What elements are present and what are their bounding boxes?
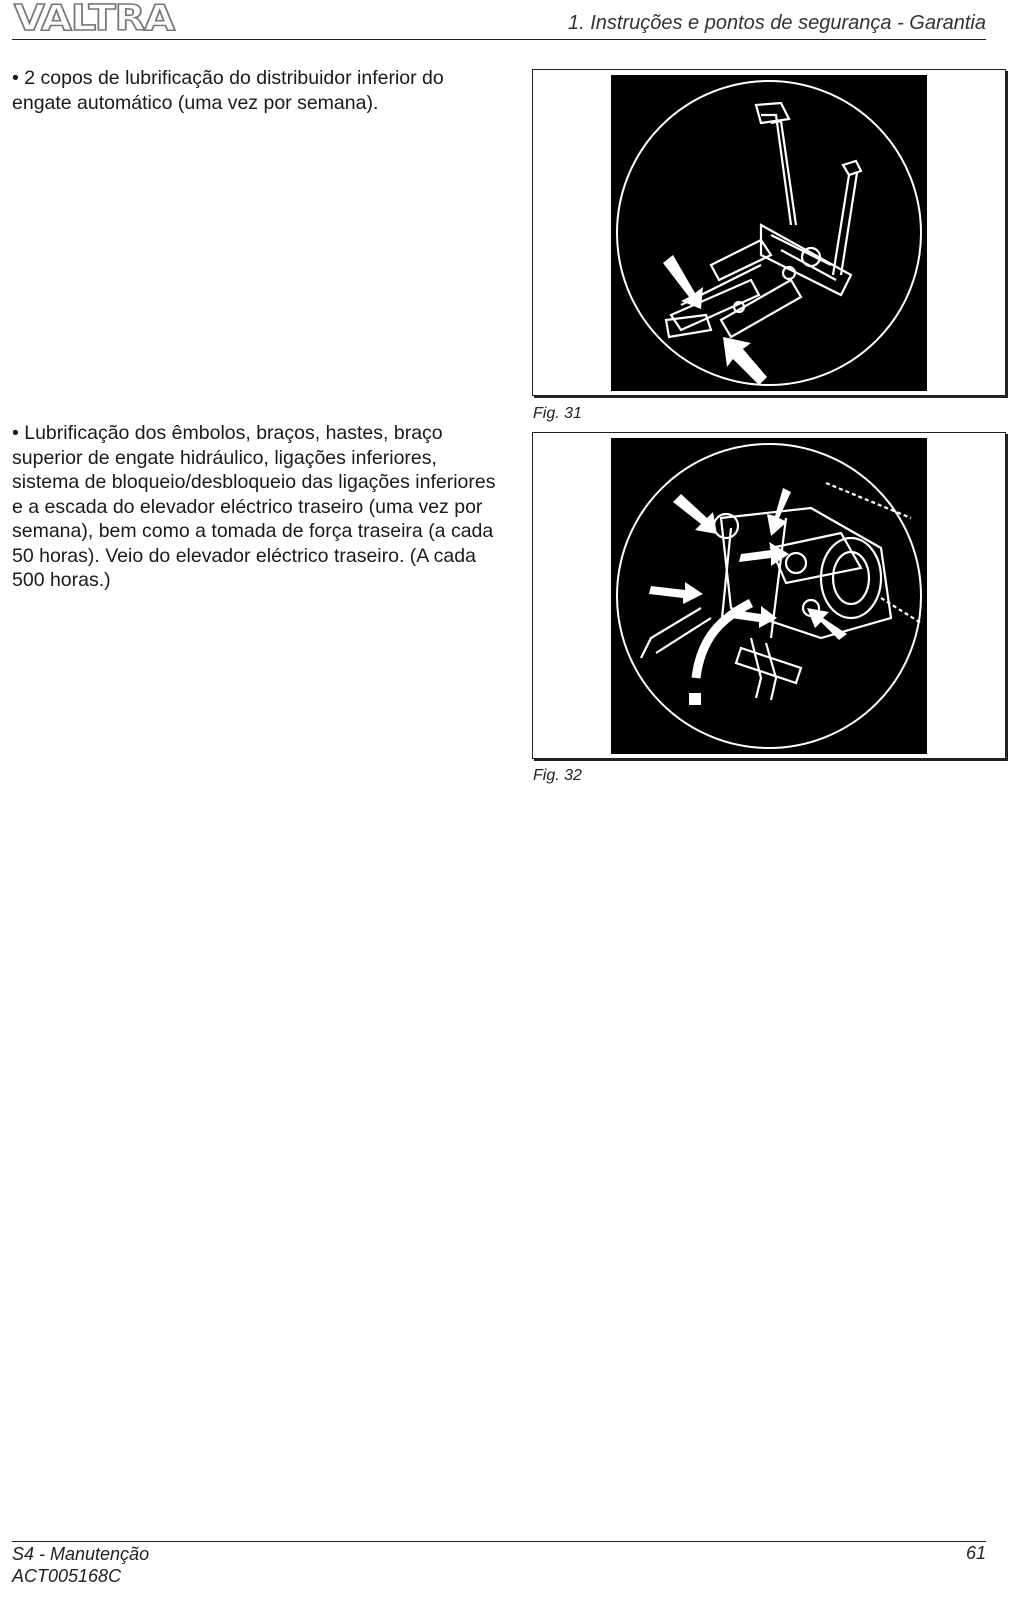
figure-32-image: [611, 438, 927, 754]
section-title: 1. Instruções e pontos de segurança - Garantia: [567, 12, 986, 34]
figure-31-frame: [533, 70, 1005, 395]
footer-divider: [12, 1541, 986, 1542]
footer-info: [12, 1543, 149, 1587]
valtra-logo: [12, 0, 176, 34]
manual-section: S4 - Manutenção: [12, 1544, 150, 1564]
figure-31-caption: Fig. 31: [533, 405, 582, 422]
instruction-item-lubrication-cups: • 2 copos de lubrificação do distribuidor inferior do engate automático (uma vez por semana).: [12, 67, 444, 114]
header-divider: [12, 39, 986, 40]
figure-32-frame: [533, 433, 1005, 758]
figure-31-image: [611, 75, 927, 391]
document-code: ACT005168C: [12, 1566, 122, 1586]
page-number: 61: [965, 1543, 986, 1563]
figure-32-caption: Fig. 32: [533, 767, 582, 784]
svg-text:VALTRA: VALTRA: [14, 0, 176, 34]
instruction-item-lubrication-linkage: • Lubrificação dos êmbolos, braços, hastes, braço superior de engate hidráulico, ligações inferiores, sistema de bloqueio/desbloqueio das ligações inferiores e a escada do elevador eléctrico traseiro (uma vez por semana), bem como a tomada de força traseira (a cada 50 horas). Veio do elevador eléctrico traseiro. (A cada 500 horas.): [12, 422, 496, 591]
